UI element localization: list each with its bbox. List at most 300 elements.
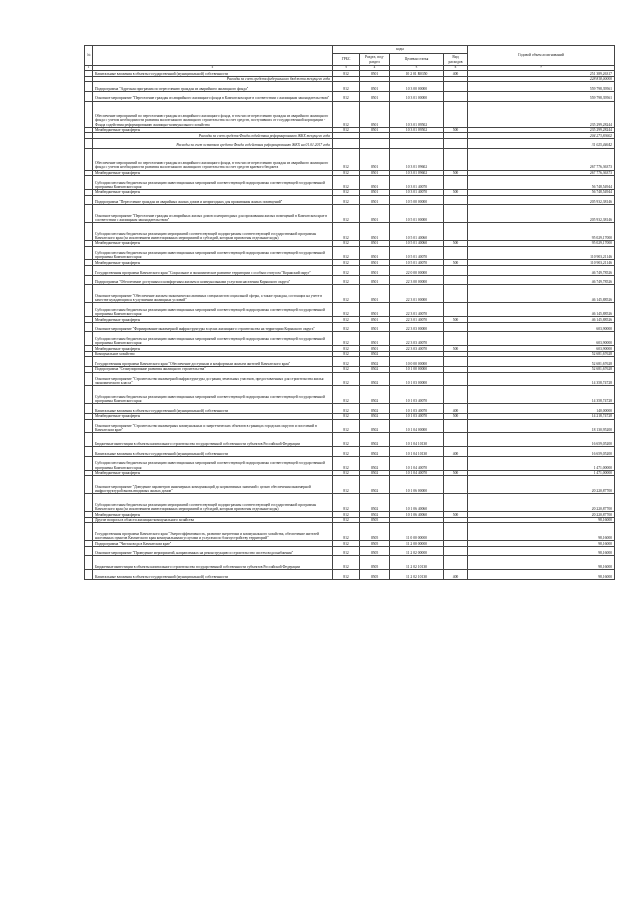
row-index-cell <box>85 372 93 386</box>
row-grbs: 812 <box>333 357 360 367</box>
row-grbs: 812 <box>333 556 360 570</box>
row-amount: 95 029,17000 <box>468 240 615 246</box>
row-kind <box>444 386 468 404</box>
row-target: 10 1 04 40070 <box>390 470 444 476</box>
row-index-cell <box>85 447 93 457</box>
row-grbs: 812 <box>333 127 360 133</box>
row-amount: 603,90000 <box>468 332 615 346</box>
row-section: 0501 <box>360 82 390 92</box>
row-name: Расходы за счет средств федерального бюджета текущего года <box>93 76 333 82</box>
row-index-cell <box>85 223 93 241</box>
table-row <box>85 205 615 223</box>
table-row <box>85 303 615 317</box>
row-section: 0502 <box>360 404 390 414</box>
row-grbs: 812 <box>333 82 360 92</box>
row-target: 10 1 06 40060 <box>390 494 444 512</box>
row-name: Межбюджетные трансферты <box>93 413 333 419</box>
row-amount: 110 903,21146 <box>468 246 615 260</box>
header-kind: Вид расходов <box>444 54 468 66</box>
row-target: 10 3 01 40070 <box>390 189 444 195</box>
row-index-cell <box>85 148 93 170</box>
row-kind <box>444 176 468 190</box>
row-section: 0501 <box>360 240 390 246</box>
row-amount: 98,16000 <box>468 523 615 541</box>
row-name: Межбюджетные трансферты <box>93 170 333 176</box>
row-index-cell <box>85 386 93 404</box>
row-index-cell <box>85 91 93 101</box>
row-index-cell <box>85 556 93 570</box>
row-target: 10 5 01 40060 <box>390 223 444 241</box>
row-kind <box>444 494 468 512</box>
table-row <box>85 285 615 303</box>
row-section: 0501 <box>360 265 390 275</box>
row-grbs: 812 <box>333 322 360 332</box>
row-target: 11 0 00 00000 <box>390 523 444 541</box>
col-index: 3 <box>333 66 360 71</box>
row-section <box>360 138 390 148</box>
row-target: 10 0 00 00000 <box>390 357 444 367</box>
row-target <box>390 138 444 148</box>
row-kind <box>444 372 468 386</box>
row-kind <box>444 433 468 447</box>
row-name: Межбюджетные трансферты <box>93 240 333 246</box>
row-section: 0502 <box>360 419 390 433</box>
row-name: Основное мероприятие "Формирование инженерной инфраструктуры в целях жилищного строительства на территории Корякского округа" <box>93 322 333 332</box>
row-target: 10 1 03 40070 <box>390 413 444 419</box>
row-section: 0501 <box>360 205 390 223</box>
row-index-cell <box>85 419 93 433</box>
row-amount: 14 218,74728 <box>468 413 615 419</box>
row-section: 0502 <box>360 470 390 476</box>
row-target: 22 3 01 40070 <box>390 303 444 317</box>
row-name: Субсидии местным бюджетам на реализацию инвестиционных мероприятий соответствующей подпрограммы соответствующей государственной программы Камчатского края <box>93 246 333 260</box>
row-name: Основное мероприятие "Переселение граждан из аварийного жилищного фонда в Камчатском крае в соответствии с жилищным законодательством" <box>93 91 333 101</box>
row-section: 0501 <box>360 260 390 266</box>
row-index-cell <box>85 456 93 470</box>
table-row <box>85 404 615 414</box>
header-section: Раздел, под-раздел <box>360 54 390 66</box>
table-row <box>85 322 615 332</box>
row-name: Обеспечение мероприятий по переселению граждан из аварийного жилищного фонда, в том числе переселению граждан из аварийного жилищного фонда с учетом необходимости развития малоэтажного жилищного строительства за счет средств, поступивших от государственной корпорации - Фонда содействия реформированию жилищно-коммунального хозяйства <box>93 101 333 127</box>
row-name: Подпрограмма "Переселение граждан из аварийных жилых домов и непригодных для проживания жилых помещений" <box>93 195 333 205</box>
col-index: 6 <box>444 66 468 71</box>
header-name <box>93 46 333 66</box>
row-index-cell <box>85 546 93 556</box>
row-name: Подпрограмма "Адресная программа по переселению граждан из аварийного жилищного фонда" <box>93 82 333 92</box>
table-body <box>85 46 615 580</box>
row-name: Межбюджетные трансферты <box>93 470 333 476</box>
row-target: 22 3 01 40070 <box>390 317 444 323</box>
row-target: 11 2 02 10130 <box>390 570 444 580</box>
row-grbs: 812 <box>333 413 360 419</box>
row-grbs: 812 <box>333 265 360 275</box>
row-section: 0501 <box>360 322 390 332</box>
row-target: 22 0 00 00000 <box>390 265 444 275</box>
row-amount: 46 145,88526 <box>468 317 615 323</box>
row-kind: 400 <box>444 404 468 414</box>
row-grbs: 812 <box>333 317 360 323</box>
row-grbs: 812 <box>333 205 360 223</box>
row-grbs: 812 <box>333 240 360 246</box>
row-kind <box>444 91 468 101</box>
table-row <box>85 82 615 92</box>
row-section: 0502 <box>360 372 390 386</box>
row-amount: 52 681,67628 <box>468 357 615 367</box>
row-amount: 235 299,28244 <box>468 101 615 127</box>
row-index-cell <box>85 82 93 92</box>
row-amount: 46 145,88526 <box>468 285 615 303</box>
row-name: Субсидии местным бюджетам на реализацию мероприятий соответствующей подпрограммы соответствующей государственной программы Камчатского края (за исключением инвестиционных мероприятий и субсидий, которым присвоены отдельные коды) <box>93 494 333 512</box>
row-kind <box>444 556 468 570</box>
row-kind <box>444 303 468 317</box>
row-kind <box>444 275 468 285</box>
row-kind <box>444 265 468 275</box>
table-row <box>85 386 615 404</box>
row-amount: 1 471,00000 <box>468 470 615 476</box>
row-kind <box>444 82 468 92</box>
row-section: 0501 <box>360 303 390 317</box>
row-target: 10 3 01 09502 <box>390 127 444 133</box>
row-name: Основное мероприятие "Проведение мероприятий, направленных на реконструкцию и строительство систем водоснабжения" <box>93 546 333 556</box>
row-index-cell <box>85 101 93 127</box>
row-name: Субсидии местным бюджетам на реализацию инвестиционных мероприятий соответствующей подпрограммы соответствующей государственной программы Камчатского края <box>93 176 333 190</box>
row-grbs: 812 <box>333 570 360 580</box>
row-name: Бюджетные инвестиции в объекты капитального строительства государственной собственности субъектов Российской Федерации <box>93 556 333 570</box>
row-name: Субсидии местным бюджетам на реализацию инвестиционных мероприятий соответствующей подпрограммы соответствующей государственной программы Камчатского края <box>93 303 333 317</box>
row-name: Основное мероприятие "Переселение граждан из аварийных жилых домов и непригодных для проживания жилых помещений в Камчатском крае в соответствии с жилищным законодательством" <box>93 205 333 223</box>
row-amount: 98,16000 <box>468 546 615 556</box>
col-index: 2 <box>93 66 333 71</box>
table-row <box>85 195 615 205</box>
row-target: 10 2 01 R0350 <box>390 71 444 77</box>
row-kind: 500 <box>444 470 468 476</box>
row-kind <box>444 322 468 332</box>
row-amount: 251 389,26317 <box>468 71 615 77</box>
table-row <box>85 433 615 447</box>
row-name: Межбюджетные трансферты <box>93 346 333 352</box>
row-amount: 559 798,39561 <box>468 91 615 101</box>
row-grbs: 812 <box>333 332 360 346</box>
row-amount: 205 932,38146 <box>468 205 615 223</box>
row-name: Субсидии местным бюджетам на реализацию инвестиционных мероприятий соответствующей подпрограммы соответствующей государственной программы Камчатского края <box>93 456 333 470</box>
table-row <box>85 523 615 541</box>
row-amount: 110 903,21146 <box>468 260 615 266</box>
row-section: 0502 <box>360 433 390 447</box>
row-kind <box>444 357 468 367</box>
table-row <box>85 265 615 275</box>
row-amount: 46 749,78526 <box>468 265 615 275</box>
row-amount: 52 681,67628 <box>468 366 615 372</box>
row-amount: 52 681,67628 <box>468 351 615 357</box>
row-name: Обеспечение мероприятий по переселению граждан из аварийного жилищного фонда, в том числе переселению граждан из аварийного жилищного фонда с учетом необходимости развития малоэтажного жилищного строительства за счет средств краевого бюджета <box>93 148 333 170</box>
row-kind <box>444 101 468 127</box>
row-section: 0501 <box>360 332 390 346</box>
row-grbs: 812 <box>333 351 360 357</box>
row-index-cell <box>85 476 93 494</box>
row-grbs: 812 <box>333 91 360 101</box>
row-section: 0502 <box>360 512 390 518</box>
row-name: Государственная программа Камчатского края "Социальное и экономическое развитие территории с особым статусом "Корякский округ" <box>93 265 333 275</box>
row-index-cell <box>85 205 93 223</box>
row-amount: 267 776,36373 <box>468 148 615 170</box>
row-amount: 1 471,00000 <box>468 456 615 470</box>
row-kind: 500 <box>444 189 468 195</box>
row-index-cell <box>85 322 93 332</box>
header-num: № <box>85 46 93 66</box>
row-target: 10 1 03 40070 <box>390 404 444 414</box>
row-name: Основное мероприятие "Строительство инженерной инфраструктуры до границ земельных участков, предоставленных для строительства жилья экономического класса" <box>93 372 333 386</box>
row-target: 10 5 00 00000 <box>390 195 444 205</box>
row-grbs: 812 <box>333 433 360 447</box>
row-index-cell <box>85 523 93 541</box>
row-grbs: 812 <box>333 260 360 266</box>
row-name: Капитальные вложения в объекты государственной (муниципальной) собственности <box>93 71 333 77</box>
row-amount: 31 025,44642 <box>468 138 615 148</box>
row-target: 10 5 01 40060 <box>390 240 444 246</box>
row-index-cell <box>85 303 93 317</box>
row-grbs: 812 <box>333 148 360 170</box>
row-grbs: 812 <box>333 346 360 352</box>
row-kind: 500 <box>444 260 468 266</box>
row-amount: 98,16000 <box>468 556 615 570</box>
row-target: 22 3 01 00000 <box>390 285 444 303</box>
row-target: 11 2 02 10130 <box>390 556 444 570</box>
row-section: 0501 <box>360 246 390 260</box>
row-index-cell <box>85 195 93 205</box>
row-grbs: 812 <box>333 512 360 518</box>
row-amount: 98,16000 <box>468 541 615 547</box>
table-row <box>85 476 615 494</box>
row-name: Государственная программа Камчатского края "Энергоэффективность, развитие энергетики и коммунального хозяйства, обеспечение жителей населенных пунктов Камчатского края коммунальными услугами и услугами по благоустройству территорий" <box>93 523 333 541</box>
table-row <box>85 372 615 386</box>
row-section: 0502 <box>360 366 390 372</box>
row-target: 22 3 03 40070 <box>390 346 444 352</box>
row-name: Основное мероприятие "Строительство инженерных коммунальных и энергетических объектов в границах городских округов и поселений в Камчатском крае" <box>93 419 333 433</box>
row-kind <box>444 285 468 303</box>
row-section: 0505 <box>360 570 390 580</box>
row-kind <box>444 456 468 470</box>
row-grbs: 812 <box>333 456 360 470</box>
row-name: Межбюджетные трансферты <box>93 189 333 195</box>
row-grbs: 812 <box>333 195 360 205</box>
table-row <box>85 223 615 241</box>
table-row <box>85 275 615 285</box>
row-kind: 500 <box>444 170 468 176</box>
row-kind <box>444 419 468 433</box>
row-section: 0505 <box>360 541 390 547</box>
row-section: 0501 <box>360 127 390 133</box>
row-target: 10 5 01 40070 <box>390 246 444 260</box>
col-index: 7 <box>468 66 615 71</box>
row-section: 0501 <box>360 176 390 190</box>
row-section: 0502 <box>360 357 390 367</box>
row-amount: 603,90000 <box>468 322 615 332</box>
row-name: Расходы за счет средств Фонда содействия реформированию ЖКХ текущего года <box>93 133 333 139</box>
row-section: 0505 <box>360 556 390 570</box>
table-row <box>85 556 615 570</box>
row-index-cell <box>85 285 93 303</box>
row-name: Другие вопросы в области жилищно-коммунального хозяйства <box>93 517 333 523</box>
row-grbs: 812 <box>333 523 360 541</box>
row-grbs <box>333 138 360 148</box>
row-section: 0502 <box>360 351 390 357</box>
row-target: 10 3 01 09602 <box>390 170 444 176</box>
row-name: Межбюджетные трансферты <box>93 127 333 133</box>
row-amount: 18 130,95200 <box>468 419 615 433</box>
row-name: Подпрограмма "Стимулирование развития жилищного строительства" <box>93 366 333 372</box>
row-section: 0501 <box>360 223 390 241</box>
row-grbs: 812 <box>333 189 360 195</box>
table-row <box>85 570 615 580</box>
row-target: 10 3 01 00000 <box>390 91 444 101</box>
row-target: 10 1 03 40070 <box>390 386 444 404</box>
row-amount: 267 776,36373 <box>468 170 615 176</box>
row-target: 11 2 02 00000 <box>390 546 444 556</box>
row-grbs: 812 <box>333 170 360 176</box>
table-row <box>85 246 615 260</box>
row-grbs: 812 <box>333 470 360 476</box>
row-amount: 95 029,17000 <box>468 223 615 241</box>
row-name: Бюджетные инвестиции в объекты капитального строительства государственной собственности субъектов Российской Федерации <box>93 433 333 447</box>
row-kind: 500 <box>444 413 468 419</box>
row-target: 10 1 06 00000 <box>390 476 444 494</box>
row-grbs: 812 <box>333 246 360 260</box>
header-target: Целевая статья <box>390 54 444 66</box>
row-kind <box>444 148 468 170</box>
row-section: 0505 <box>360 546 390 556</box>
row-kind: 500 <box>444 512 468 518</box>
row-index-cell <box>85 275 93 285</box>
row-target: 10 1 04 40070 <box>390 456 444 470</box>
row-amount: 235 299,28244 <box>468 127 615 133</box>
row-section: 0501 <box>360 275 390 285</box>
row-target: 22 3 03 00000 <box>390 322 444 332</box>
table-row <box>85 148 615 170</box>
row-name: Субсидии местным бюджетам на реализацию инвестиционных мероприятий соответствующей подпрограммы соответствующей государственной программы Камчатского края <box>93 386 333 404</box>
row-target: 10 1 00 00000 <box>390 366 444 372</box>
table-row <box>85 176 615 190</box>
row-amount: 603,90000 <box>468 346 615 352</box>
row-amount: 559 798,39561 <box>468 82 615 92</box>
row-kind: 500 <box>444 240 468 246</box>
budget-table <box>84 45 615 580</box>
row-amount: 16 659,05200 <box>468 433 615 447</box>
row-index-cell <box>85 494 93 512</box>
row-grbs: 812 <box>333 386 360 404</box>
row-section: 0501 <box>360 101 390 127</box>
row-index-cell <box>85 138 93 148</box>
row-index-cell <box>85 246 93 260</box>
row-target: 10 1 04 00000 <box>390 419 444 433</box>
row-grbs: 812 <box>333 419 360 433</box>
table-row <box>85 494 615 512</box>
row-section: 0501 <box>360 195 390 205</box>
row-amount: 205 932,38146 <box>468 195 615 205</box>
row-amount: 98,16000 <box>468 570 615 580</box>
row-target: 10 1 04 10130 <box>390 447 444 457</box>
table-row <box>85 332 615 346</box>
row-amount: 46 749,78526 <box>468 275 615 285</box>
row-grbs: 812 <box>333 285 360 303</box>
row-amount: 14 358,74728 <box>468 386 615 404</box>
row-name: Капитальные вложения в объекты государственной (муниципальной) собственности <box>93 447 333 457</box>
row-section: 0505 <box>360 517 390 523</box>
row-section: 0502 <box>360 413 390 419</box>
row-grbs: 812 <box>333 546 360 556</box>
row-index-cell <box>85 176 93 190</box>
row-grbs: 812 <box>333 101 360 127</box>
row-amount: 20 220,87700 <box>468 512 615 518</box>
table-row <box>85 357 615 367</box>
row-section: 0501 <box>360 71 390 77</box>
row-amount: 204 273,83602 <box>468 133 615 139</box>
row-grbs: 812 <box>333 476 360 494</box>
row-name: Подпрограмма "Обеспечение доступным и комфортным жильем и коммунальными услугами населения Корякского округа" <box>93 275 333 285</box>
row-section: 0501 <box>360 317 390 323</box>
row-section: 0505 <box>360 523 390 541</box>
row-amount: 56 748,54944 <box>468 176 615 190</box>
row-section: 0501 <box>360 189 390 195</box>
row-kind: 500 <box>444 127 468 133</box>
row-grbs: 812 <box>333 541 360 547</box>
row-index-cell <box>85 404 93 414</box>
row-index-cell <box>85 332 93 346</box>
row-kind <box>444 195 468 205</box>
row-section: 0501 <box>360 285 390 303</box>
row-amount: 228 818,00000 <box>468 76 615 82</box>
header-codes: коды <box>333 46 468 54</box>
row-name: Субсидии местным бюджетам на реализацию мероприятий соответствующей подпрограммы соответствующей государственной программы Камчатского края (за исключением инвестиционных мероприятий и субсидий, которым присвоены отдельные коды) <box>93 223 333 241</box>
row-kind <box>444 223 468 241</box>
table-row <box>85 456 615 470</box>
row-section: 0502 <box>360 456 390 470</box>
row-name: Межбюджетные трансферты <box>93 317 333 323</box>
row-amount: 98,16000 <box>468 517 615 523</box>
row-amount: 140,00000 <box>468 404 615 414</box>
row-name: Государственная программа Камчатского края "Обеспечение доступным и комфортным жильем жителей Камчатского края" <box>93 357 333 367</box>
row-section: 0501 <box>360 91 390 101</box>
row-target: 11 2 00 00000 <box>390 541 444 547</box>
row-kind <box>444 138 468 148</box>
row-index-cell <box>85 357 93 367</box>
row-grbs: 812 <box>333 223 360 241</box>
row-name: Коммунальное хозяйство <box>93 351 333 357</box>
table-row <box>85 447 615 457</box>
row-amount: 14 358,74728 <box>468 372 615 386</box>
note-row <box>85 138 615 148</box>
row-target: 22 3 03 40070 <box>390 332 444 346</box>
table-row <box>85 91 615 101</box>
header-grbs: ГРБС <box>333 54 360 66</box>
row-grbs: 812 <box>333 176 360 190</box>
row-index-cell <box>85 433 93 447</box>
row-kind: 500 <box>444 346 468 352</box>
row-name: Подпрограмма "Чистая вода в Камчатском крае" <box>93 541 333 547</box>
row-kind <box>444 546 468 556</box>
row-amount: 46 145,88526 <box>468 303 615 317</box>
row-amount: 20 220,87700 <box>468 476 615 494</box>
row-grbs: 812 <box>333 303 360 317</box>
row-kind: 400 <box>444 570 468 580</box>
row-kind: 400 <box>444 71 468 77</box>
row-index-cell <box>85 265 93 275</box>
row-amount: 20 220,87700 <box>468 494 615 512</box>
row-kind: 400 <box>444 447 468 457</box>
row-name: Основное мероприятие "Доведение параметров инженерных коммуникаций до нормативных значений с целью обеспечения инженерной инфраструктурой вновь вводимых жилых домов" <box>93 476 333 494</box>
row-kind <box>444 246 468 260</box>
row-kind <box>444 476 468 494</box>
row-kind <box>444 332 468 346</box>
